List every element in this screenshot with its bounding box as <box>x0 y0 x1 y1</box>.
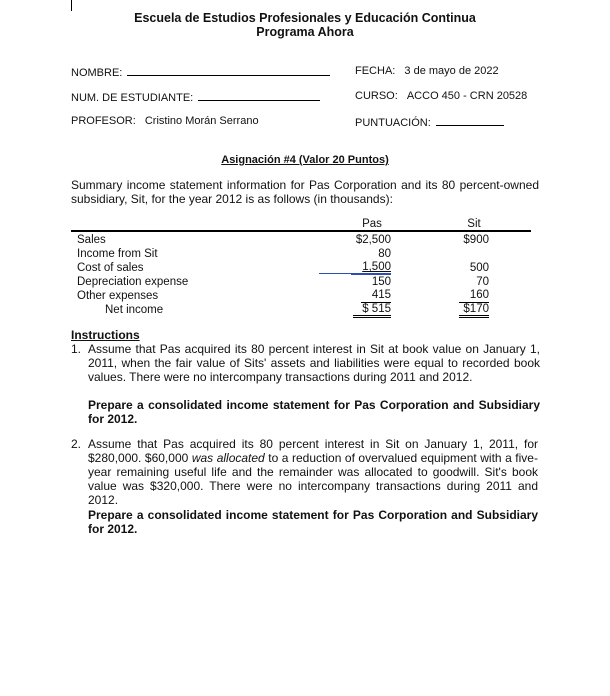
row-label: Sales <box>77 234 106 246</box>
fecha-label: FECHA: <box>355 65 396 77</box>
profesor-field <box>71 115 259 127</box>
sit-value: 70 <box>476 276 489 288</box>
profesor-value: Cristino Morán Serrano <box>144 115 259 127</box>
col-header-sit: Sit <box>467 218 481 230</box>
pas-value: $ 515 <box>353 303 391 318</box>
row-label: Cost of sales <box>77 262 144 274</box>
item1-task: Prepare a consolidated income statement for Pas Corporation and Subsidiary for 2012. <box>88 398 540 426</box>
item2-task: Prepare a consolidated income statement for Pas Corporation and Subsidiary for 2012. <box>88 508 538 536</box>
num-estudiante-field <box>71 90 320 104</box>
table-header-row <box>71 217 531 231</box>
pas-value: 415 <box>361 289 391 303</box>
num-estudiante-blank[interactable] <box>198 90 320 101</box>
sit-value: 500 <box>469 262 489 274</box>
assignment-title: Asignación #4 (Valor 20 Puntos) <box>221 154 389 166</box>
pas-value: 150 <box>371 276 391 288</box>
sit-value: $900 <box>463 234 489 246</box>
puntuacion-field <box>355 115 504 129</box>
item2-text <box>88 437 538 507</box>
pas-value: $2,500 <box>355 234 391 246</box>
fecha-field <box>355 65 499 77</box>
row-label: Other expenses <box>77 290 159 302</box>
puntuacion-label: PUNTUACIÓN: <box>355 117 431 129</box>
spell-check-underline <box>319 273 391 274</box>
col-header-pas: Pas <box>362 218 382 230</box>
fecha-value: 3 de mayo de 2022 <box>404 65 499 77</box>
row-label: Income from Sit <box>77 248 158 260</box>
pas-value: 80 <box>378 248 391 260</box>
table-top-rule <box>71 230 531 232</box>
profesor-label: PROFESOR: <box>71 115 136 127</box>
pas-value: 1,500 <box>351 261 391 275</box>
program-name: Programa Ahora <box>256 25 354 39</box>
row-label: Net income <box>105 304 164 316</box>
nombre-field <box>71 65 330 79</box>
item1-text: Assume that Pas acquired its 80 percent interest in Sit at book value on January 1, 2011, when the fair value of Sits' assets and liabilities were equal to recorded book values. There were no intercompany transactions during 2011 and 2012. <box>88 342 540 384</box>
nombre-label: NOMBRE: <box>71 67 123 79</box>
school-name: Escuela de Estudios Profesionales y Educación Continua <box>134 11 476 25</box>
nombre-blank[interactable] <box>127 65 330 76</box>
item2-text-part-b: to a reduction of overvalued equipment with a five-year remaining useful life and the remainder was allocated to goodwill. Sit's book value was $320,000. There were no intercompany transactions during 2011 and 2012. <box>88 451 538 507</box>
instructions-heading: Instructions <box>71 328 140 342</box>
sit-value: 160 <box>459 289 489 303</box>
text-cursor <box>71 0 72 11</box>
num-estudiante-label: NUM. DE ESTUDIANTE: <box>71 92 194 104</box>
row-label: Depreciation expense <box>77 276 189 288</box>
item2-text-part-a: Assume that Pas acquired its 80 percent interest in Sit on January 1, 2011, for $280,000. $60,000 <box>88 437 538 465</box>
curso-value: ACCO 450 - CRN 20528 <box>406 90 528 102</box>
puntuacion-blank[interactable] <box>436 115 504 126</box>
sit-value: $170 <box>459 303 489 318</box>
item2-text-emphasis: was allocated <box>191 451 265 465</box>
curso-field <box>355 90 527 102</box>
curso-label: CURSO: <box>355 90 398 102</box>
item2-number: 2. <box>71 437 82 451</box>
intro-paragraph: Summary income statement information for Pas Corporation and its 80 percent-owned subsidiary, Sit, for the year 2012 is as follows (in thousands): <box>71 178 539 206</box>
item1-number: 1. <box>71 342 82 356</box>
